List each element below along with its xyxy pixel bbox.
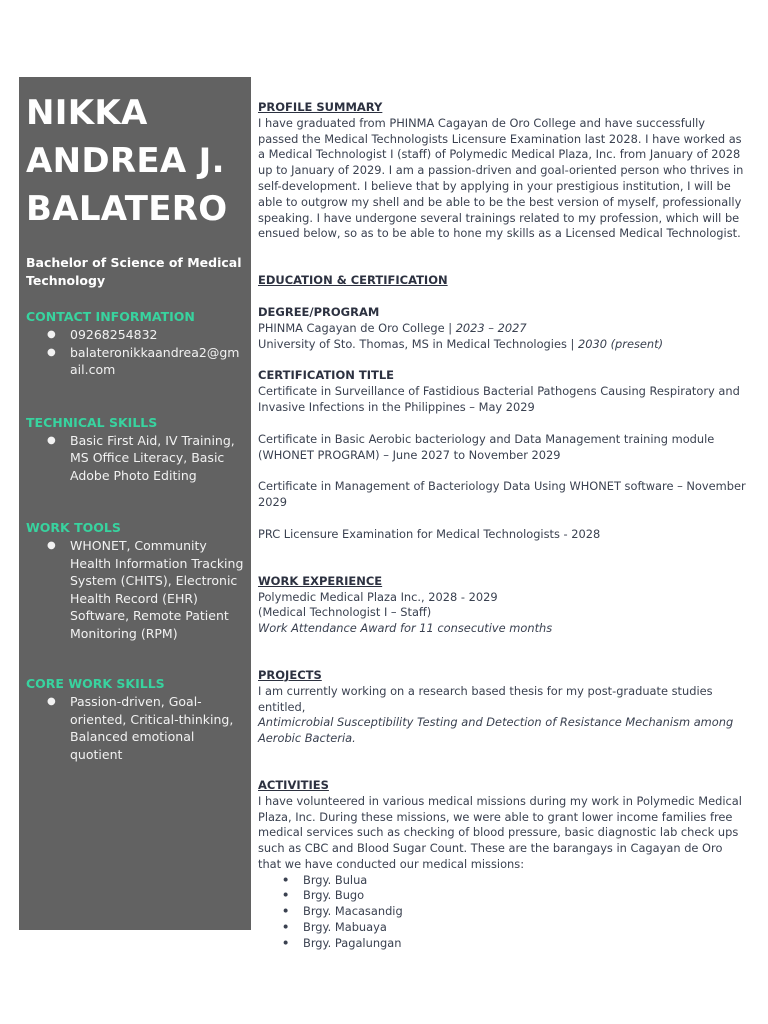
projects-text: I am currently working on a research based thesis for my post-graduate studies entitled, bbox=[258, 683, 713, 714]
list-item: • Brgy. Mabuaya bbox=[258, 920, 746, 936]
certification-item: Certificate in Management of Bacteriology Data Using WHONET software – November 2029 bbox=[258, 479, 746, 510]
phone-number: ● 09268254832 bbox=[26, 326, 245, 344]
email-address: ● balateronikkaandrea2@gmail.com bbox=[26, 344, 245, 379]
degree-title: Bachelor of Science of Medical Technology bbox=[26, 255, 242, 288]
name-line: NIKKA bbox=[26, 93, 148, 133]
degree-entry bbox=[258, 337, 746, 353]
years: 2030 (present) bbox=[577, 336, 664, 351]
work-company: Polymedic Medical Plaza Inc., 2028 - 2029 bbox=[258, 589, 498, 604]
barangay-list bbox=[258, 873, 746, 952]
work-position: (Medical Technologist I – Staff) bbox=[258, 605, 432, 620]
list-item: • Brgy. Bulua bbox=[258, 873, 746, 889]
profile-summary-text: I have graduated from PHINMA Cagayan de Oro College and have successfully passed the Medical Technologists Licensure Examination last 2028. I have worked as a Medical Technologist I (staff) of Polymedic Medical Plaza, Inc. from January of 2028 up to January of 2029. I am a passion-driven and goal-oriented person who thrives in self-development. I believe that by applying in your prestigious institution, I will be able to outgrow my shell and be able to be the best version of myself, professionally speaking. I have undergone several trainings related to my profession, which will be ensued below, so as to be able to hone my skills as a Licensed Medical Technologist. bbox=[258, 115, 744, 241]
name-line: ANDREA J. bbox=[26, 141, 225, 181]
core-skills-list bbox=[26, 693, 245, 763]
projects-heading: PROJECTS bbox=[258, 667, 322, 682]
education-heading: EDUCATION & CERTIFICATION bbox=[258, 273, 448, 288]
degree-entry bbox=[258, 321, 746, 337]
list-item: • Brgy. Pagalungan bbox=[258, 936, 746, 952]
years: 2023 – 2027 bbox=[455, 320, 527, 335]
work-tools-heading: WORK TOOLS bbox=[26, 520, 121, 535]
certification-item: Certificate in Basic Aerobic bacteriology and Data Management training module (WHONET PROGRAM) – June 2027 to November 2029 bbox=[258, 431, 715, 462]
contact-heading: CONTACT INFORMATION bbox=[26, 309, 195, 324]
list-item: • Brgy. Bugo bbox=[258, 888, 746, 904]
list-item: • Brgy. Macasandig bbox=[258, 904, 746, 920]
certification-item: Certificate in Surveillance of Fastidious Bacterial Pathogens Causing Respiratory and Invasive Infections in the Philippines – May 2029 bbox=[258, 384, 740, 414]
work-award: Work Attendance Award for 11 consecutive months bbox=[258, 621, 553, 636]
profile-summary-heading: PROFILE SUMMARY bbox=[258, 100, 383, 114]
thesis-title: Antimicrobial Susceptibility Testing and Detection of Resistance Mechanism among Aerobic Bacteria. bbox=[258, 715, 734, 746]
work-experience-heading: WORK EXPERIENCE bbox=[258, 573, 383, 588]
list-item: ● WHONET, Community Health Information Tracking System (CHITS), Electronic Health Record (EHR) Software, Remote Patient Monitoring (RPM) bbox=[26, 537, 245, 642]
technical-skills-list bbox=[26, 432, 245, 485]
list-item: ● Passion-driven, Goal-oriented, Critical-thinking, Balanced emotional quotient bbox=[26, 693, 245, 763]
certification-heading: CERTIFICATION TITLE bbox=[258, 368, 395, 383]
degree-program-heading: DEGREE/PROGRAM bbox=[258, 304, 380, 319]
school-name: PHINMA Cagayan de Oro College | bbox=[258, 320, 456, 335]
main-content bbox=[258, 100, 746, 952]
work-tools-list bbox=[26, 537, 245, 642]
certification-item: PRC Licensure Examination for Medical Technologists - 2028 bbox=[258, 526, 601, 541]
technical-skills-heading: TECHNICAL SKILLS bbox=[26, 414, 158, 430]
list-item: ● Basic First Aid, IV Training, MS Office Literacy, Basic Adobe Photo Editing bbox=[26, 432, 245, 485]
name-line: BALATERO bbox=[26, 189, 228, 229]
activities-text: I have volunteered in various medical missions during my work in Polymedic Medical Plaza, Inc. During these missions, we were able to grant lower income families free medical services such as checking of blood pressure, basic diagnostic lab check ups such as CBC and Blood Sugar Count. These are the barangays in Cagayan de Oro that we have conducted our medical missions: bbox=[258, 793, 742, 871]
candidate-name bbox=[26, 89, 245, 233]
activities-heading: ACTIVITIES bbox=[258, 777, 329, 792]
sidebar bbox=[19, 77, 251, 930]
school-name: University of Sto. Thomas, MS in Medical Technologies | bbox=[258, 336, 578, 351]
contact-list bbox=[26, 326, 245, 379]
core-skills-heading: CORE WORK SKILLS bbox=[26, 676, 165, 691]
